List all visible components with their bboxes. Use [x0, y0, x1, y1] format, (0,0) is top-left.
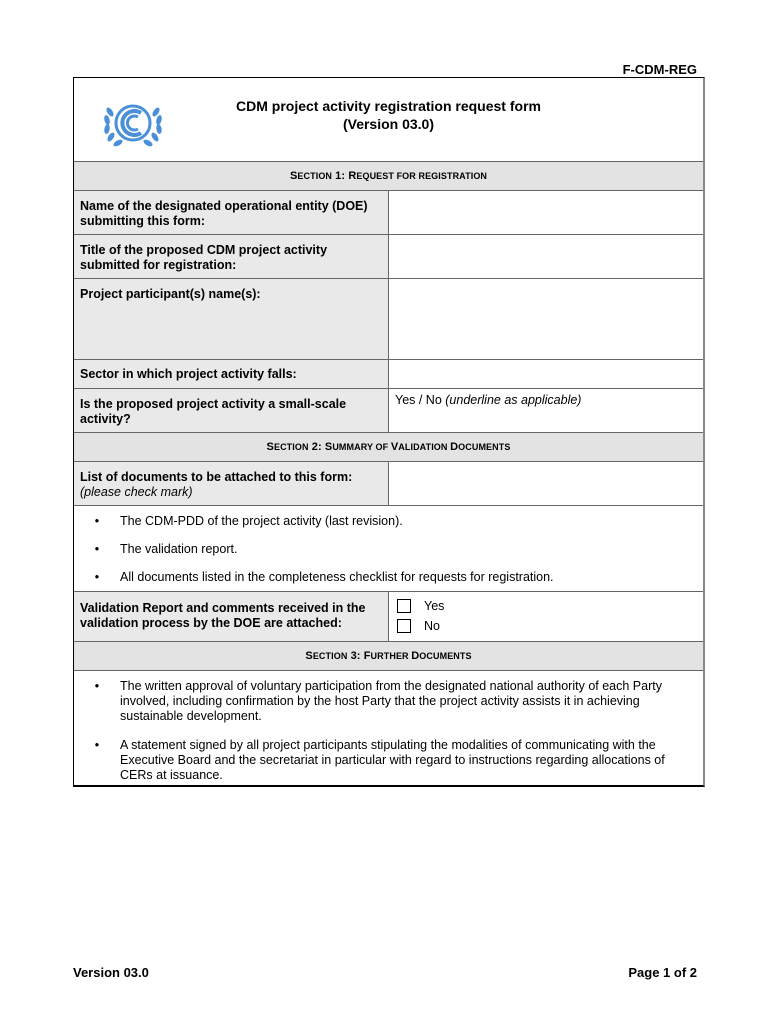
- participants-field[interactable]: [389, 279, 703, 359]
- list-item: • The CDM-PDD of the project activity (last revision).: [94, 514, 403, 528]
- no-checkbox[interactable]: [397, 619, 411, 633]
- section-2-heading: SECTION 2: SUMMARY OF VALIDATION DOCUMENTS: [74, 433, 703, 462]
- sector-row: [74, 360, 703, 389]
- section-3-heading: SECTION 3: FURTHER DOCUMENTS: [74, 642, 703, 671]
- documents-list-label: [74, 462, 389, 505]
- yes-checkbox[interactable]: [397, 599, 411, 613]
- documents-list-title: List of documents to be attached to this form:: [80, 470, 353, 484]
- no-label: No: [424, 619, 440, 633]
- small-scale-field[interactable]: [389, 389, 703, 432]
- sector-label: Sector in which project activity falls:: [74, 360, 389, 388]
- form-header: [74, 78, 703, 162]
- documents-list-field[interactable]: [389, 462, 703, 505]
- form-title-line1: CDM project activity registration request form: [236, 98, 541, 114]
- section-1-heading: SECTION 1: REQUEST FOR REGISTRATION: [74, 162, 703, 191]
- sector-field[interactable]: [389, 360, 703, 388]
- further-documents-list: [74, 671, 703, 785]
- form-title: [154, 78, 623, 133]
- footer-version: Version 03.0: [73, 965, 149, 980]
- doe-name-field[interactable]: [389, 191, 703, 234]
- project-title-label: Title of the proposed CDM project activity submitted for registration:: [74, 235, 389, 278]
- yes-label: Yes: [424, 599, 445, 613]
- yes-option[interactable]: [397, 599, 695, 613]
- no-option[interactable]: [397, 619, 695, 633]
- small-scale-options: Yes / No: [395, 393, 446, 407]
- project-title-field[interactable]: [389, 235, 703, 278]
- unfccc-logo-icon: [74, 78, 154, 153]
- documents-list-note: (please check mark): [80, 485, 193, 499]
- footer-page-number: Page 1 of 2: [628, 965, 697, 980]
- list-item: • All documents listed in the completeness checklist for requests for registration.: [94, 570, 554, 584]
- doe-name-label: Name of the designated operational entity (DOE) submitting this form:: [74, 191, 389, 234]
- form-title-line2: (Version 03.0): [342, 116, 435, 132]
- registration-form: [73, 77, 705, 787]
- documents-bullet-list: [74, 506, 703, 592]
- participants-label: Project participant(s) name(s):: [74, 279, 389, 359]
- participants-row: [74, 279, 703, 360]
- documents-list-row: [74, 462, 703, 506]
- list-item: • A statement signed by all project participants stipulating the modalities of communicating with the Executive Board and the secretariat in particular with regard to instructions regarding allocations of CERs at issuance.: [94, 738, 665, 782]
- validation-report-label: Validation Report and comments received in the validation process by the DOE are attached:: [74, 592, 389, 641]
- list-item: • The written approval of voluntary participation from the designated national authority of each Party involved, including confirmation by the host Party that the project activity assists it in achieving sustainable development.: [94, 679, 662, 723]
- small-scale-label: Is the proposed project activity a small-scale activity?: [74, 389, 389, 432]
- validation-report-row: [74, 592, 703, 642]
- list-item: • The validation report.: [94, 542, 238, 556]
- project-title-row: [74, 235, 703, 279]
- small-scale-row: [74, 389, 703, 433]
- document-code: F-CDM-REG: [622, 62, 697, 77]
- validation-report-options: [389, 592, 703, 641]
- doe-name-row: [74, 191, 703, 235]
- small-scale-note: (underline as applicable): [445, 393, 582, 407]
